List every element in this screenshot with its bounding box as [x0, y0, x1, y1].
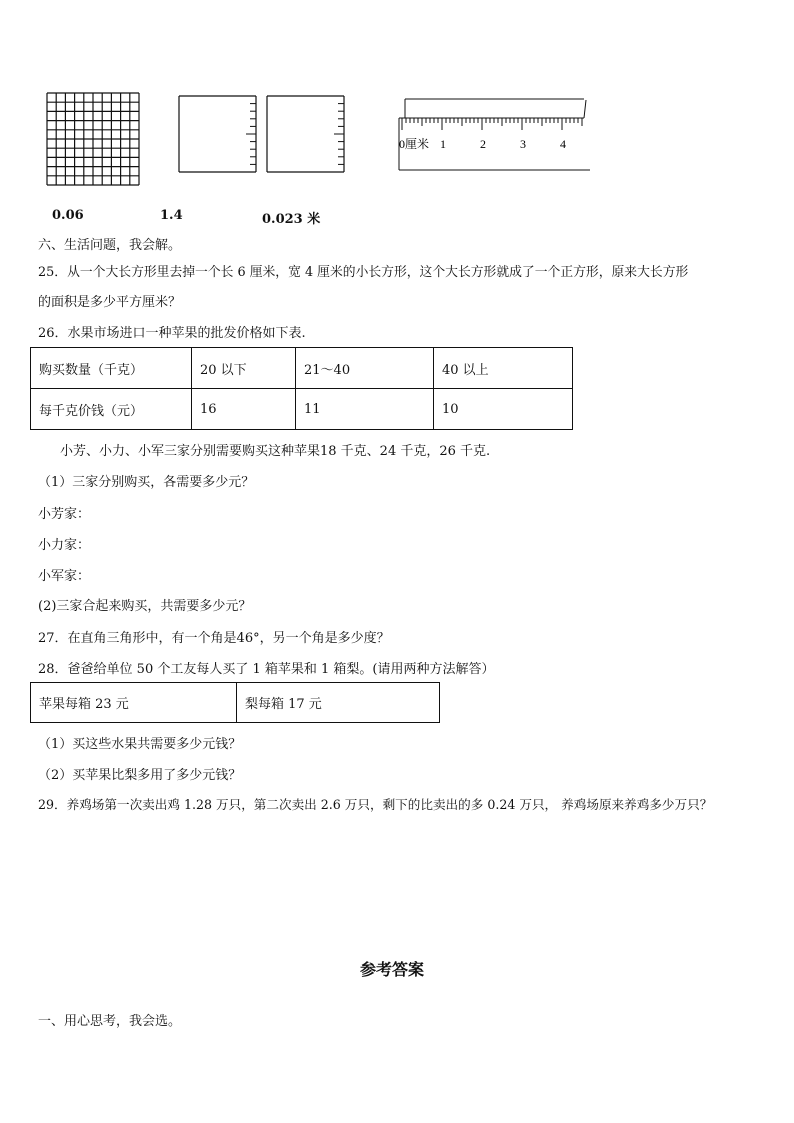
table-cell: 16 [192, 389, 296, 430]
question-28-intro: 28．爸爸给单位 50 个工友每人买了 1 箱苹果和 1 箱梨。(请用两种方法解答） [38, 662, 495, 677]
question-26-description: 小芳、小力、小军三家分别需要购买这种苹果18 千克、24 千克，26 千克. [60, 444, 491, 459]
section-6-title: 六、生活问题，我会解。 [38, 238, 182, 253]
ruler-tick-label-3: 3 [520, 137, 526, 151]
figure-label-grid: 0.06 [52, 208, 84, 223]
question-28-part-2: （2）买苹果比梨多用了多少元钱？ [38, 768, 242, 783]
question-26-intro: 26．水果市场进口一种苹果的批发价格如下表. [38, 326, 306, 341]
table-cell: 苹果每箱 23 元 [31, 683, 237, 723]
question-28-part-1: （1）买这些水果共需要多少元钱？ [38, 737, 242, 752]
square-with-ticks-figure-1 [178, 95, 258, 175]
ruler-tick-label-2: 2 [480, 137, 486, 151]
table-cell: 40 以上 [434, 348, 573, 389]
table-row [31, 683, 440, 723]
table-cell: 每千克价钱（元） [31, 389, 192, 430]
question-27: 27．在直角三角形中，有一个角是46°，另一个角是多少度？ [38, 631, 390, 646]
ruler-figure [396, 96, 594, 174]
answer-line-xiaojun: 小军家： [38, 569, 91, 584]
answer-section-1-title: 一、用心思考，我会选。 [38, 1014, 182, 1029]
fruit-price-table [30, 682, 440, 723]
table-row [31, 389, 573, 430]
price-table [30, 347, 573, 430]
question-25-line-2: 的面积是多少平方厘米？ [38, 295, 182, 310]
figure-label-square: 1.4 [160, 208, 183, 223]
table-cell: 10 [434, 389, 573, 430]
question-29: 29．养鸡场第一次卖出鸡 1.28 万只，第二次卖出 2.6 万只，剩下的比卖出的多 0.24 万只， 养鸡场原来养鸡多少万只？ [38, 797, 713, 812]
figure-label-ruler: 0.023 米 [262, 212, 321, 227]
table-row [31, 348, 573, 389]
figure-line [584, 100, 586, 118]
hundred-grid-figure [46, 92, 141, 187]
ruler-tick-label-4: 4 [560, 137, 566, 151]
question-26-part-1: （1）三家分别购买，各需要多少元？ [38, 475, 255, 490]
table-cell: 购买数量（千克） [31, 348, 192, 389]
table-cell: 梨每箱 17 元 [237, 683, 440, 723]
ruler-unit-label: 0厘米 [399, 137, 430, 151]
ruler-tick-label-1: 1 [440, 137, 446, 151]
answer-key-title: 参考答案 [360, 960, 425, 979]
table-cell: 21～40 [296, 348, 434, 389]
square-with-ticks-figure-2 [266, 95, 348, 175]
table-cell: 11 [296, 389, 434, 430]
question-25-line-1: 25．从一个大长方形里去掉一个长 6 厘米，宽 4 厘米的小长方形，这个大长方形就成了一个正方形，原来大长方形 [38, 265, 689, 280]
answer-line-xiaofang: 小芳家： [38, 507, 91, 522]
table-cell: 20 以下 [192, 348, 296, 389]
answer-line-xiaoli: 小力家： [38, 538, 91, 553]
question-26-part-2: (2)三家合起来购买，共需要多少元？ [38, 599, 252, 614]
